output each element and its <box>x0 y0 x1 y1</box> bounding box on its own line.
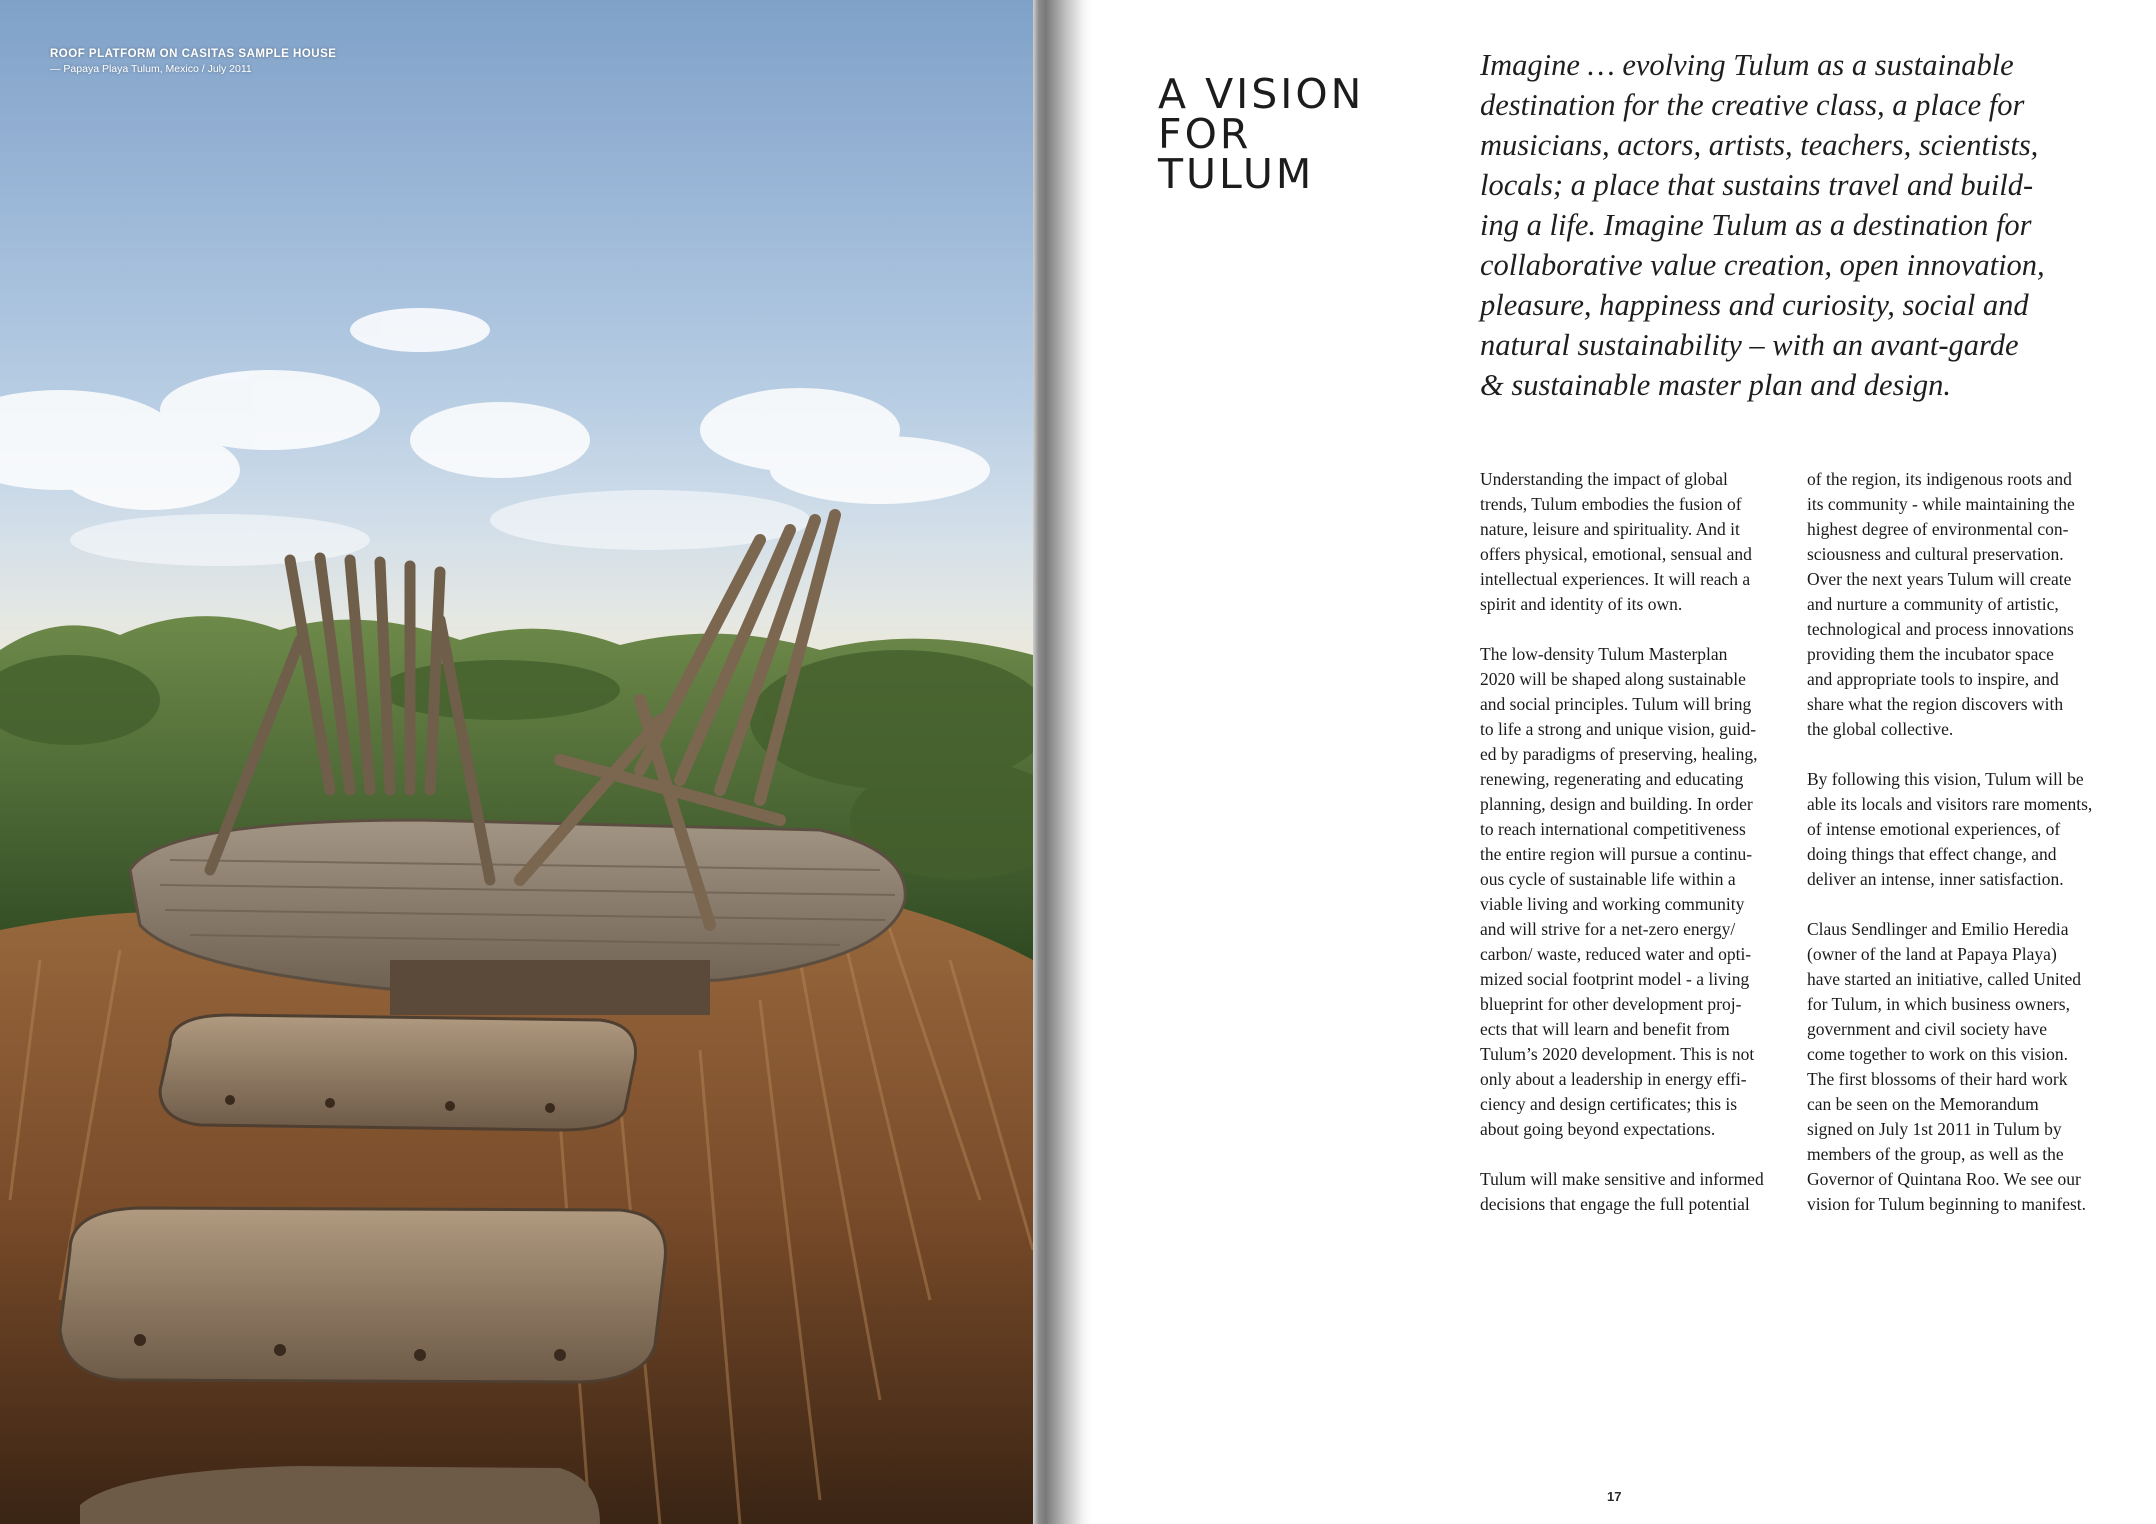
clouds <box>0 308 990 566</box>
intro-line: ing a life. Imagine Tulum as a destination for <box>1480 208 2032 242</box>
book-gutter <box>1033 0 1091 1524</box>
body-line: ed by paradigms of preserving, healing, <box>1480 744 1758 764</box>
intro-line: locals; a place that sustains travel and build- <box>1480 168 2034 202</box>
body-line: blueprint for other development proj- <box>1480 994 1742 1014</box>
text-page <box>1091 0 2156 1524</box>
body-line: of the region, its indigenous roots and <box>1807 469 2072 489</box>
page-number: 17 <box>1607 1489 1622 1504</box>
body-line: vision for Tulum beginning to manifest. <box>1807 1194 2087 1214</box>
body-line: of intense emotional experiences, of <box>1807 819 2061 839</box>
body-line: ects that will learn and benefit from <box>1480 1019 1730 1039</box>
body-line: offers physical, emotional, sensual and <box>1480 544 1752 564</box>
intro-line: collaborative value creation, open innovation, <box>1480 248 2045 282</box>
roof-platform-photo <box>0 0 1033 1524</box>
body-line: and appropriate tools to inspire, and <box>1807 669 2059 689</box>
title-line: FOR <box>1158 110 1252 159</box>
body-line: and will strive for a net-zero energy/ <box>1480 919 1736 939</box>
body-line: trends, Tulum embodies the fusion of <box>1480 494 1742 514</box>
body-line: Over the next years Tulum will create <box>1807 569 2072 589</box>
body-line: nature, leisure and spirituality. And it <box>1480 519 1740 539</box>
body-line: (owner of the land at Papaya Playa) <box>1807 944 2057 964</box>
body-line: planning, design and building. In order <box>1480 794 1753 814</box>
body-line: government and civil society have <box>1807 1019 2048 1039</box>
body-line: renewing, regenerating and educating <box>1480 769 1744 789</box>
caption-subtitle: — Papaya Playa Tulum, Mexico / July 2011 <box>50 63 252 75</box>
upper-step <box>160 1015 636 1130</box>
body-line: Claus Sendlinger and Emilio Heredia <box>1807 919 2069 939</box>
body-paragraph <box>1807 917 2120 1217</box>
body-line: its community - while maintaining the <box>1807 494 2075 514</box>
body-line: spirit and identity of its own. <box>1480 594 1683 614</box>
body-line: technological and process innovations <box>1807 619 2074 639</box>
photo-page <box>0 0 1033 1524</box>
intro-line: Imagine … evolving Tulum as a sustainable <box>1480 48 2014 82</box>
body-line: Tulum will make sensitive and informed <box>1480 1169 1764 1189</box>
body-paragraph <box>1480 1167 1793 1217</box>
body-line: carbon/ waste, reduced water and opti- <box>1480 944 1752 964</box>
intro-paragraph <box>1480 45 2120 405</box>
body-line: and nurture a community of artistic, <box>1807 594 2059 614</box>
body-line: and social principles. Tulum will bring <box>1480 694 1752 714</box>
body-line: Tulum’s 2020 development. This is not <box>1480 1044 1755 1064</box>
body-line: to life a strong and unique vision, guid- <box>1480 719 1757 739</box>
body-line: sciousness and cultural preservation. <box>1807 544 2064 564</box>
body-line: highest degree of environmental con- <box>1807 519 2069 539</box>
body-line: Governor of Quintana Roo. We see our <box>1807 1169 2081 1189</box>
body-line: can be seen on the Memorandum <box>1807 1094 2039 1114</box>
intro-line: & sustainable master plan and design. <box>1480 368 1952 402</box>
body-line: decisions that engage the full potential <box>1480 1194 1750 1214</box>
body-line: share what the region discovers with <box>1807 694 2064 714</box>
body-line: only about a leadership in energy effi- <box>1480 1069 1747 1089</box>
body-line: to reach international competitiveness <box>1480 819 1746 839</box>
title-line: A VISION <box>1158 70 1365 119</box>
body-line: signed on July 1st 2011 in Tulum by <box>1807 1119 2062 1139</box>
intro-line: natural sustainability – with an avant-garde <box>1480 328 2019 362</box>
body-line: 2020 will be shaped along sustainable <box>1480 669 1746 689</box>
body-line: about going beyond expectations. <box>1480 1119 1716 1139</box>
body-line: viable living and working community <box>1480 894 1745 914</box>
body-line: the entire region will pursue a continu- <box>1480 844 1753 864</box>
body-line: Understanding the impact of global <box>1480 469 1728 489</box>
title-line: TULUM <box>1158 150 1315 199</box>
body-paragraph <box>1480 642 1793 1142</box>
body-line: By following this vision, Tulum will be <box>1807 769 2084 789</box>
body-paragraph <box>1480 467 1793 617</box>
intro-line: musicians, actors, artists, teachers, scientists, <box>1480 128 2039 162</box>
body-line: able its locals and visitors rare moments, <box>1807 794 2093 814</box>
body-paragraph <box>1807 467 2120 742</box>
article-title <box>1158 70 1418 199</box>
body-column-1 <box>1480 467 1793 1217</box>
body-line: The first blossoms of their hard work <box>1807 1069 2068 1089</box>
body-line: ous cycle of sustainable life within a <box>1480 869 1736 889</box>
intro-line: pleasure, happiness and curiosity, social and <box>1480 288 2029 322</box>
body-line: come together to work on this vision. <box>1807 1044 2069 1064</box>
lower-step <box>60 1208 665 1382</box>
body-column-2 <box>1807 467 2120 1217</box>
caption-title: ROOF PLATFORM ON CASITAS SAMPLE HOUSE <box>50 48 337 60</box>
body-line: members of the group, as well as the <box>1807 1144 2064 1164</box>
body-line: mized social footprint model - a living <box>1480 969 1750 989</box>
body-line: providing them the incubator space <box>1807 644 2054 664</box>
body-line: doing things that effect change, and <box>1807 844 2057 864</box>
body-paragraph <box>1807 767 2120 892</box>
body-line: The low-density Tulum Masterplan <box>1480 644 1728 664</box>
intro-line: destination for the creative class, a place for <box>1480 88 2025 122</box>
body-line: the global collective. <box>1807 719 1954 739</box>
body-line: have started an initiative, called United <box>1807 969 2082 989</box>
body-line: deliver an intense, inner satisfaction. <box>1807 869 2064 889</box>
body-line: for Tulum, in which business owners, <box>1807 994 2070 1014</box>
photo-caption <box>50 47 336 76</box>
body-line: intellectual experiences. It will reach a <box>1480 569 1751 589</box>
body-line: ciency and design certificates; this is <box>1480 1094 1738 1114</box>
